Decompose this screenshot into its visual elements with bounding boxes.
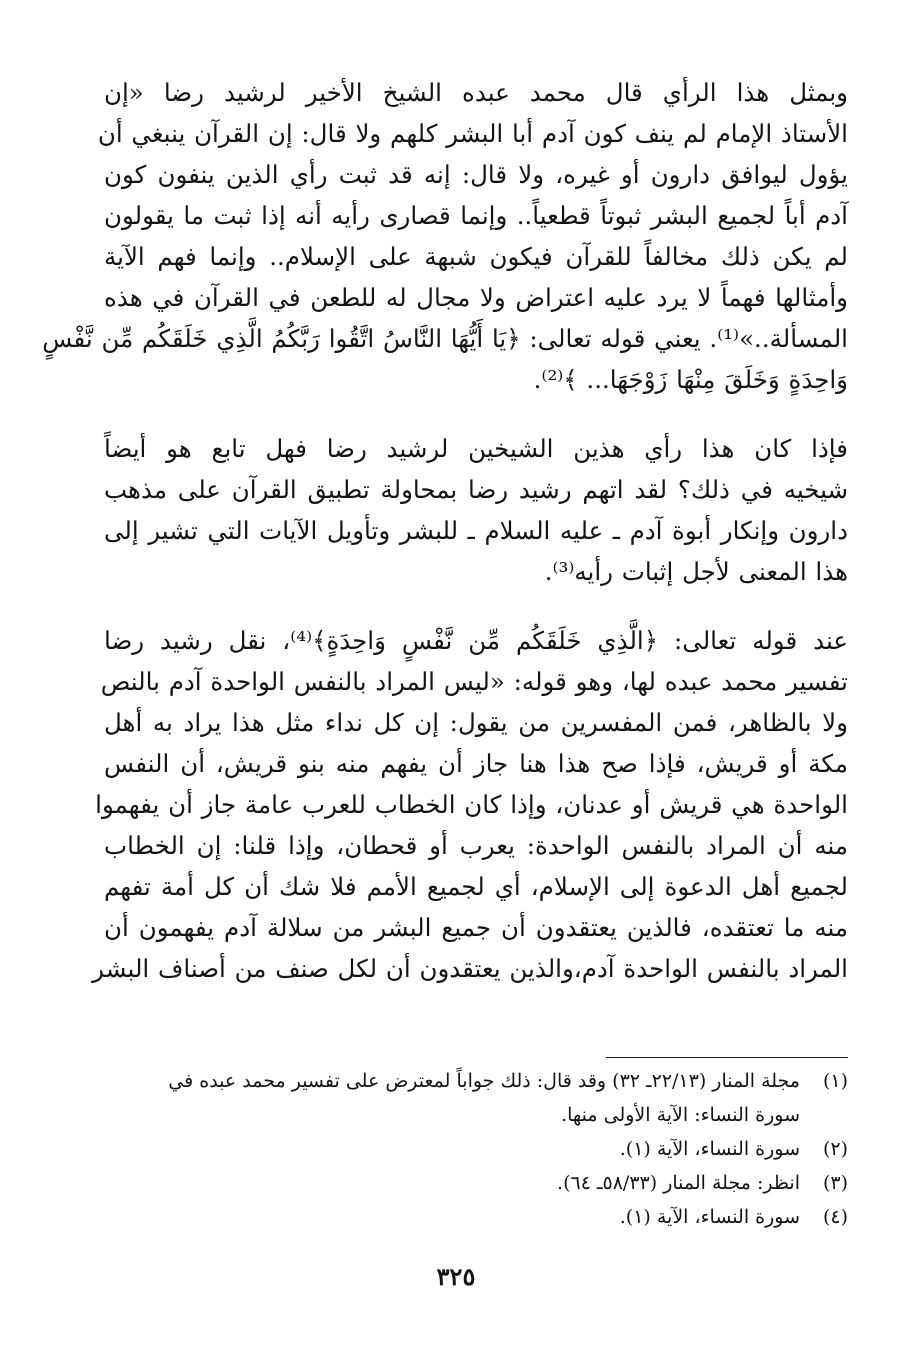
footnote-item	[104, 1064, 848, 1132]
text-line: تفسير محمد عبده لها، وهو قوله: «ليس المراد بالنفس الواحدة آدم بالنص	[100, 667, 848, 696]
footnote-number: (٢)	[822, 1138, 848, 1160]
footnote-number: (٤)	[822, 1206, 848, 1228]
text-line: المراد بالنفس الواحدة آدم،والذين يعتقدون أن لكل صنف من أصناف البشر	[92, 954, 848, 983]
footnote-text-continuation: سورة النساء: الآية الأولى منها.	[561, 1104, 800, 1126]
page-body	[42, 72, 848, 1342]
text-line: مكة أو قريش، فإذا صح هذا هنا جاز أن يفهم منه بنو قريش، أن النفس	[104, 749, 848, 778]
text-line: آدم أباً لجميع البشر ثبوتاً قطعياً.. وإنما قصارى رأيه أنه إذا ثبت ما يقولون	[104, 201, 848, 230]
paragraph-3	[92, 620, 848, 989]
footnote-text	[104, 1064, 800, 1132]
footnote-number: (١)	[822, 1070, 848, 1092]
footnote-text: انظر: مجلة المنار (٥٨/٣٣ـ ٦٤).	[557, 1172, 800, 1194]
text-line-quran: عند قوله تعالى: ﴿الَّذِي خَلَقَكُم مِّن نَّفْسٍ وَاحِدَةٍ﴾⁽⁴⁾، نقل رشيد رضا	[104, 626, 848, 655]
footnote-text-line: مجلة المنار (٢٢/١٣ـ ٣٢) وقد قال: ذلك جواباً لمعترض على تفسير محمد عبده في	[168, 1070, 800, 1092]
text-line: هذا المعنى لأجل إثبات رأيه⁽³⁾.	[544, 557, 848, 586]
paragraph-1	[42, 72, 848, 400]
text-line: دارون وإنكار أبوة آدم ـ عليه السلام ـ للبشر وتأويل الآيات التي تشير إلى	[104, 516, 848, 545]
text-line: الأستاذ الإمام لم ينف كون آدم أبا البشر كلهم ولا قال: إن القرآن ينبغي أن	[97, 119, 848, 148]
text-line-quran: وَاحِدَةٍ وَخَلَقَ مِنْهَا زَوْجَهَا... ﴾⁽²⁾.	[533, 365, 848, 394]
text-line-quran: المسألة..»⁽¹⁾. يعني قوله تعالى: ﴿يَا أَيُّهَا النَّاسُ اتَّقُوا رَبَّكُمُ الَّذِي خَلَقَكُم مِّن نَّفْسٍ	[42, 324, 848, 353]
footnote-item	[104, 1166, 848, 1200]
text-line: الواحدة هي قريش أو عدنان، وإذا كان الخطاب للعرب عامة جاز أن يفهموا	[95, 790, 848, 819]
footnote-text: سورة النساء، الآية (١).	[619, 1206, 800, 1228]
footnote-item	[104, 1200, 848, 1234]
paragraph-2	[104, 428, 848, 592]
footnotes	[104, 1064, 848, 1234]
text-line: وبمثل هذا الرأي قال محمد عبده الشيخ الأخير لرشيد رضا «إن	[104, 78, 848, 107]
text-line: وأمثالها فهماً لا يرد عليه اعتراض ولا مجال له للطعن في القرآن في هذه	[104, 283, 848, 312]
text-line: لجميع أهل الدعوة إلى الإسلام، أي لجميع الأمم فلا شك أن كل أمة تفهم	[104, 872, 848, 901]
footnote-separator	[606, 1057, 848, 1058]
footnote-item	[104, 1132, 848, 1166]
page-number: ٣٢٥	[436, 1262, 476, 1291]
text-line: شيخيه في ذلك؟ لقد اتهم رشيد رضا بمحاولة تطبيق القرآن على مذهب	[104, 475, 848, 504]
text-line: منه ما تعتقده، فالذين يعتقدون أن جميع البشر من سلالة آدم يفهمون أن	[104, 913, 848, 942]
text-line: يؤول ليوافق دارون أو غيره، ولا قال: إنه قد ثبت رأي الذين ينفون كون	[104, 160, 848, 189]
text-line: منه أن المراد بالنفس الواحدة: يعرب أو قحطان، وإذا قلنا: إن الخطاب	[104, 831, 848, 860]
footnote-text: سورة النساء، الآية (١).	[619, 1138, 800, 1160]
footnote-number: (٣)	[822, 1172, 848, 1194]
text-line: لم يكن ذلك مخالفاً للقرآن فيكون شبهة على الإسلام.. وإنما فهم الآية	[104, 242, 848, 271]
text-line: فإذا كان هذا رأي هذين الشيخين لرشيد رضا فهل تابع هو أيضاً	[104, 434, 848, 463]
text-line: ولا بالظاهر، فمن المفسرين من يقول: إن كل نداء مثل هذا يراد به أهل	[104, 708, 848, 737]
